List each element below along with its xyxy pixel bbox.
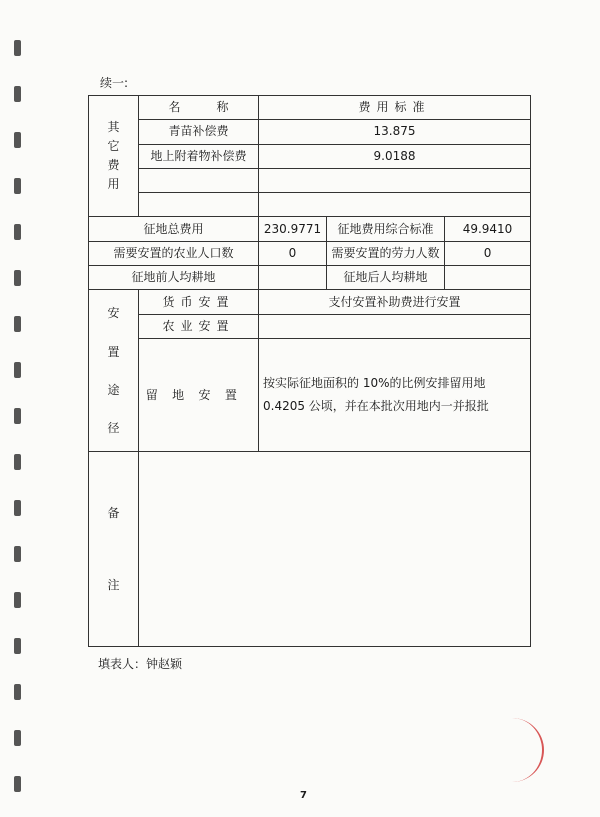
fee-value: 9.0188 bbox=[259, 144, 531, 168]
binding-hole bbox=[14, 224, 21, 240]
empty-cell bbox=[139, 168, 259, 192]
binding-hole bbox=[14, 86, 21, 102]
binding-hole bbox=[14, 730, 21, 746]
filler-name: 填表人：钟赵颖 bbox=[98, 657, 183, 671]
binding-hole bbox=[14, 40, 21, 56]
page-number: 7 bbox=[300, 790, 307, 801]
binding-hole bbox=[14, 408, 21, 424]
column-header-name: 名 称 bbox=[139, 96, 259, 120]
farmland-before-value bbox=[259, 266, 327, 290]
binding-hole bbox=[14, 638, 21, 654]
binding-hole bbox=[14, 500, 21, 516]
binding-hole bbox=[14, 454, 21, 470]
other-fees-label: 其 它 费 用 bbox=[89, 96, 139, 217]
empty-cell bbox=[259, 193, 531, 217]
binding-hole bbox=[14, 546, 21, 562]
red-stamp-mark bbox=[510, 718, 544, 782]
resettlement-label: 安 置 途 径 bbox=[89, 290, 139, 452]
agri-population-value: 0 bbox=[259, 241, 327, 265]
binding-hole bbox=[14, 592, 21, 608]
farmland-after-label: 征地后人均耕地 bbox=[327, 266, 445, 290]
binding-hole bbox=[14, 316, 21, 332]
binding-hole bbox=[14, 270, 21, 286]
binding-hole bbox=[14, 178, 21, 194]
resettle-desc bbox=[259, 314, 531, 338]
farmland-after-value bbox=[445, 266, 531, 290]
resettle-type: 留地安置 bbox=[139, 338, 259, 451]
farmland-before-label: 征地前人均耕地 bbox=[89, 266, 259, 290]
fee-value: 13.875 bbox=[259, 120, 531, 144]
empty-cell bbox=[139, 193, 259, 217]
empty-cell bbox=[259, 168, 531, 192]
binding-hole bbox=[14, 132, 21, 148]
resettle-desc: 支付安置补助费进行安置 bbox=[259, 290, 531, 314]
notes-content bbox=[139, 452, 531, 647]
binding-hole bbox=[14, 776, 21, 792]
notes-label: 备 注 bbox=[89, 452, 139, 647]
total-fee-value: 230.9771 bbox=[259, 217, 327, 241]
total-fee-label: 征地总费用 bbox=[89, 217, 259, 241]
resettle-type: 农业安置 bbox=[139, 314, 259, 338]
resettle-desc: 按实际征地面积的 10%的比例安排留用地 0.4205 公顷，并在本批次用地内一并报批 bbox=[259, 338, 531, 451]
continued-label: 续一: bbox=[100, 76, 129, 90]
comprehensive-standard-label: 征地费用综合标准 bbox=[327, 217, 445, 241]
fee-name: 青苗补偿费 bbox=[139, 120, 259, 144]
resettle-type: 货币安置 bbox=[139, 290, 259, 314]
land-acquisition-form bbox=[88, 95, 531, 647]
labor-count-value: 0 bbox=[445, 241, 531, 265]
binding-hole bbox=[14, 684, 21, 700]
column-header-standard: 费用标准 bbox=[259, 96, 531, 120]
binding-hole bbox=[14, 362, 21, 378]
comprehensive-standard-value: 49.9410 bbox=[445, 217, 531, 241]
fee-name: 地上附着物补偿费 bbox=[139, 144, 259, 168]
agri-population-label: 需要安置的农业人口数 bbox=[89, 241, 259, 265]
labor-count-label: 需要安置的劳力人数 bbox=[327, 241, 445, 265]
